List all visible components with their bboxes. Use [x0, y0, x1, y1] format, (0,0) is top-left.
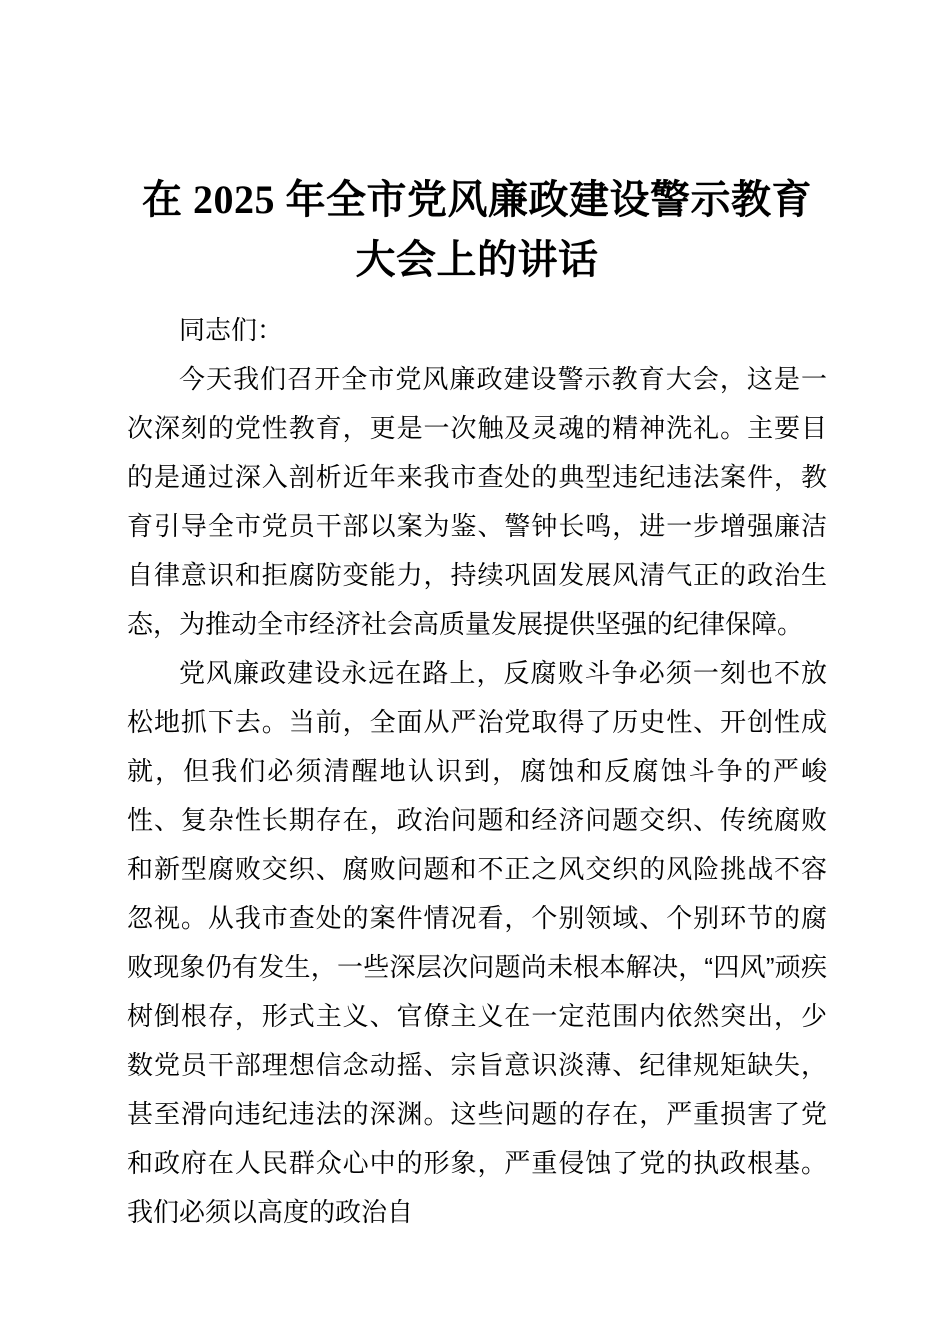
- paragraph-opening: 今天我们召开全市党风廉政建设警示教育大会，这是一次深刻的党性教育，更是一次触及灵魂的精神洗礼。主要目的是通过深入剖析近年来我市查处的典型违纪违法案件，教育引导全市党员干部以案为鉴、警钟长鸣，进一步增强廉洁自律意识和拒腐防变能力，持续巩固发展风清气正的政治生态，为推动全市经济社会高质量发展提供坚强的纪律保障。: [127, 364, 827, 639]
- document-title: 在 2025 年全市党风廉政建设警示教育大会上的讲话: [142, 177, 812, 282]
- paragraph-situation-analysis: 党风廉政建设永远在路上，反腐败斗争必须一刻也不放松地抓下去。当前，全面从严治党取得了历史性、开创性成就，但我们必须清醒地认识到，腐蚀和反腐蚀斗争的严峻性、复杂性长期存在，政治问题和经济问题交织、传统腐败和新型腐败交织、腐败问题和不正之风交织的风险挑战不容忽视。从我市查处的案件情况看，个别领域、个别环节的腐败现象仍有发生，一些深层次问题尚未根本解决，“四风”顽疾树倒根存，形式主义、官僚主义在一定范围内依然突出，少数党员干部理想信念动摇、宗旨意识淡薄、纪律规矩缺失，甚至滑向违纪违法的深渊。这些问题的存在，严重损害了党和政府在人民群众心中的形象，严重侵蚀了党的执政根基。我们必须以高度的政治自: [127, 658, 827, 1227]
- salutation: 同志们：: [179, 315, 284, 345]
